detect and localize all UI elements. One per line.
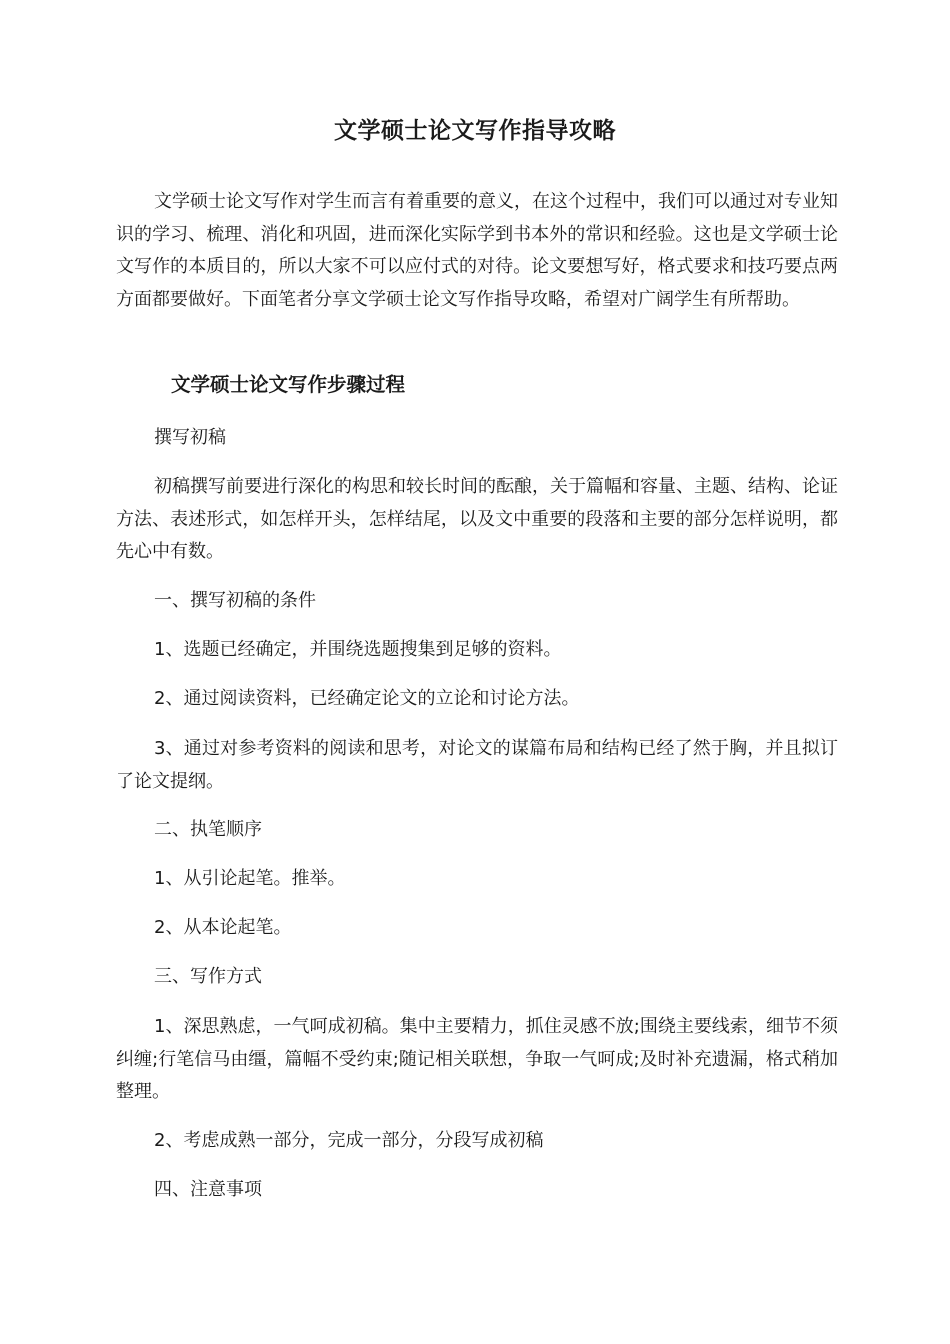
draft-intro-paragraph: 初稿撰写前要进行深化的构思和较长时间的酝酿，关于篇幅和容量、主题、结构、论证方法、表述形式，如怎样开头，怎样结尾，以及文中重要的段落和主要的部分怎样说明，都先心中有数。	[116, 476, 838, 562]
part2-title: 二、执笔顺序	[154, 819, 262, 840]
part3-item1: 1、深思熟虑，一气呵成初稿。集中主要精力，抓住灵感不放;围绕主要线索，细节不须纠缠;行笔信马由缰，篇幅不受约束;随记相关联想，争取一气呵成;及时补充遗漏，格式稍加整理。	[116, 1016, 838, 1102]
part1-item1: 1、选题已经确定，并围绕选题搜集到足够的资料。	[154, 639, 562, 660]
part1-item3: 3、通过对参考资料的阅读和思考，对论文的谋篇布局和结构已经了然于胸，并且拟订了论文提纲。	[116, 738, 838, 792]
part3-title: 三、写作方式	[154, 966, 262, 987]
part2-item2: 2、从本论起笔。	[154, 917, 292, 938]
document-title: 文学硕士论文写作指导攻略	[334, 118, 616, 144]
part3-item2: 2、考虑成熟一部分，完成一部分，分段写成初稿	[154, 1130, 544, 1151]
part1-title: 一、撰写初稿的条件	[154, 590, 316, 611]
part1-item2: 2、通过阅读资料，已经确定论文的立论和讨论方法。	[154, 688, 580, 709]
draft-label: 撰写初稿	[154, 427, 226, 448]
part2-item1: 1、从引论起笔。推举。	[154, 868, 346, 889]
section-heading: 文学硕士论文写作步骤过程	[171, 373, 406, 396]
part4-title: 四、注意事项	[154, 1179, 262, 1200]
intro-paragraph: 文学硕士论文写作对学生而言有着重要的意义，在这个过程中，我们可以通过对专业知识的学习、梳理、消化和巩固，进而深化实际学到书本外的常识和经验。这也是文学硕士论文写作的本质目的，所以大家不可以应付式的对待。论文要想写好，格式要求和技巧要点两方面都要做好。下面笔者分享文学硕士论文写作指导攻略，希望对广阔学生有所帮助。	[116, 191, 838, 310]
